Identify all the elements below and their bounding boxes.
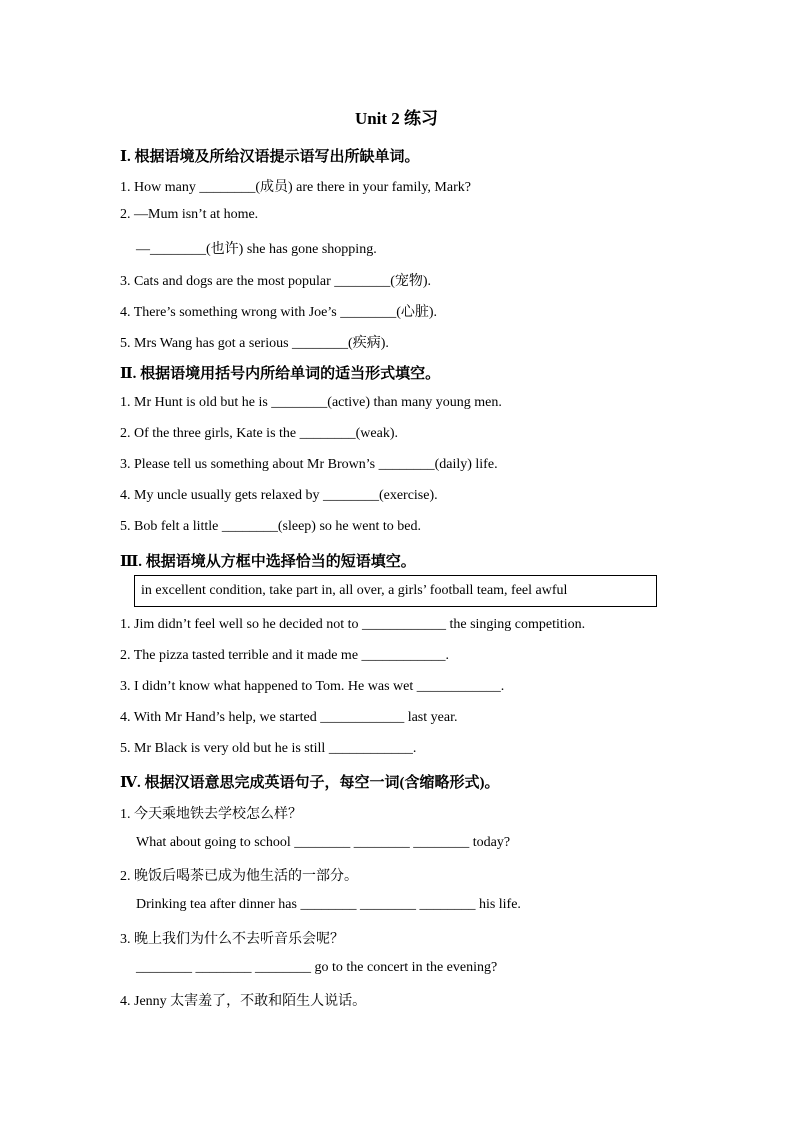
section-3-item-1: 1. Jim didn’t feel well so he decided not to ____________ the singing competition. [120,617,586,632]
section-1-item-1: 1. How many ________(成员) are there in your family, Mark? [120,180,471,195]
section-2-item-2: 2. Of the three girls, Kate is the ________(weak). [120,426,398,441]
section-4-item-1-english: What about going to school ________ ________ ________ today? [136,835,511,850]
section-3-item-4: 4. With Mr Hand’s help, we started ____________ last year. [120,710,458,725]
section-2-heading: Ⅱ. 根据语境用括号内所给单词的适当形式填空。 [120,366,441,382]
section-4-item-2-english: Drinking tea after dinner has ________ ________ ________ his life. [136,897,521,912]
section-2-item-4: 4. My uncle usually gets relaxed by ________(exercise). [120,488,438,503]
section-2-item-1: 1. Mr Hunt is old but he is ________(active) than many young men. [120,395,502,410]
section-1-item-2-reply: —________(也许) she has gone shopping. [136,242,377,257]
section-4-item-4-chinese: 4. Jenny 太害羞了，不敢和陌生人说话。 [120,994,367,1009]
section-3-item-3: 3. I didn’t know what happened to Tom. He was wet ____________. [120,679,505,694]
section-3-item-5: 5. Mr Black is very old but he is still ____________. [120,741,417,756]
page-title: Unit 2 练习 [354,109,439,128]
section-4-item-2-chinese: 2. 晚饭后喝茶已成为他生活的一部分。 [120,869,358,884]
section-2-item-5: 5. Bob felt a little ________(sleep) so he went to bed. [120,519,421,534]
section-1-item-2: 2. —Mum isn’t at home. [120,207,259,222]
section-1-heading: Ⅰ. 根据语境及所给汉语提示语写出所缺单词。 [120,149,420,165]
section-1-item-4: 4. There’s something wrong with Joe’s ________(心脏). [120,305,438,320]
section-4-item-1-chinese: 1. 今天乘地铁去学校怎么样？ [120,807,302,822]
section-1-item-3: 3. Cats and dogs are the most popular ________(宠物). [120,274,432,289]
section-3-heading: Ⅲ. 根据语境从方框中选择恰当的短语填空。 [120,554,416,570]
section-4-heading: Ⅳ. 根据汉语意思完成英语句子，每空一词(含缩略形式)。 [120,775,500,791]
section-2-item-3: 3. Please tell us something about Mr Brown’s ________(daily) life. [120,457,498,472]
section-4-item-3-chinese: 3. 晚上我们为什么不去听音乐会呢？ [120,932,344,947]
section-4-item-3-english: ________ ________ ________ go to the concert in the evening? [136,960,498,975]
section-1-item-5: 5. Mrs Wang has got a serious ________(疾病). [120,336,389,351]
phrase-box: in excellent condition, take part in, all over, a girls’ football team, feel awful [134,575,657,607]
section-3-item-2: 2. The pizza tasted terrible and it made me ____________. [120,648,450,663]
